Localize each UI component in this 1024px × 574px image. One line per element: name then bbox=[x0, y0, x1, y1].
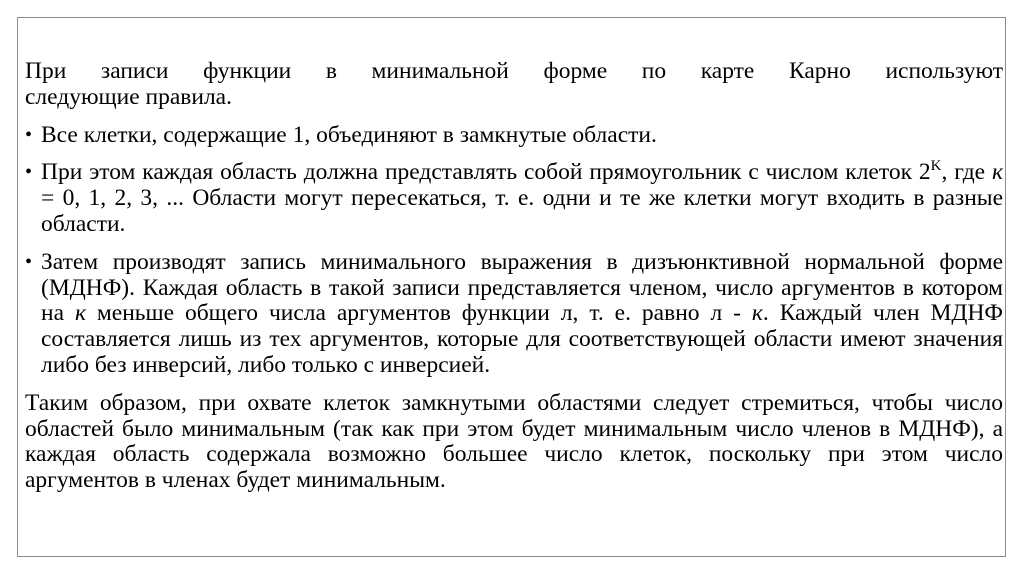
variable-k: к bbox=[751, 300, 763, 327]
bullet-icon: • bbox=[25, 161, 33, 184]
bullet-2-superscript: K bbox=[930, 158, 942, 175]
bullet-item-3 bbox=[25, 250, 1003, 379]
slide-content bbox=[25, 59, 1003, 494]
bullet-3-text bbox=[41, 250, 1003, 379]
bullet-icon: • bbox=[25, 123, 33, 146]
conclusion-paragraph: Таким образом, при охвате клеток замкнутыми областями следует стремиться, чтобы число областей было минимальным (так как при этом будет минимальным число членов в МДНФ), а каждая область содержала возможно большее число клеток, поскольку при этом число аргументов в членах будет минимальным. bbox=[25, 389, 1003, 494]
bullet-2-part-3: = 0, 1, 2, 3, ... Области могут пересекаться, т. е. одни и те же клетки могут входить в разные области. bbox=[41, 185, 1003, 237]
intro-line-1: При записи функции в минимальной форме по карте Карно используют bbox=[25, 58, 1003, 84]
bullet-2-part-2: , где bbox=[941, 159, 992, 186]
bullet-2-part-1: При этом каждая область должна представлять собой прямоугольник с числом клеток 2 bbox=[41, 159, 931, 186]
variable-k: к bbox=[74, 300, 86, 327]
intro-paragraph bbox=[25, 59, 1003, 111]
bullet-3-part-1: Затем производят запись минимального выражения в дизъюнктивной нормальной форме (МДНФ). Каждая область в такой записи представляется членом, число аргументов в котором на bbox=[41, 248, 1003, 327]
intro-line-2: следующие правила. bbox=[25, 83, 232, 110]
bullet-item-2 bbox=[25, 160, 1003, 237]
bullet-item-1 bbox=[25, 123, 1003, 149]
bullet-1-text: Все клетки, содержащие 1, объединяют в замкнутые области. bbox=[41, 121, 657, 148]
bullet-icon: • bbox=[25, 250, 33, 273]
bullet-2-text bbox=[41, 160, 1003, 237]
bullet-3-part-2: меньше общего числа аргументов функции л, т. е. равно л - bbox=[85, 300, 752, 327]
variable-k: к bbox=[992, 159, 1003, 186]
bullet-3-part-3: . Каждый член МДНФ составляется лишь из тех аргументов, которые для соответствующей области имеют значения либо без инверсий, либо только с инверсией. bbox=[41, 300, 1003, 378]
